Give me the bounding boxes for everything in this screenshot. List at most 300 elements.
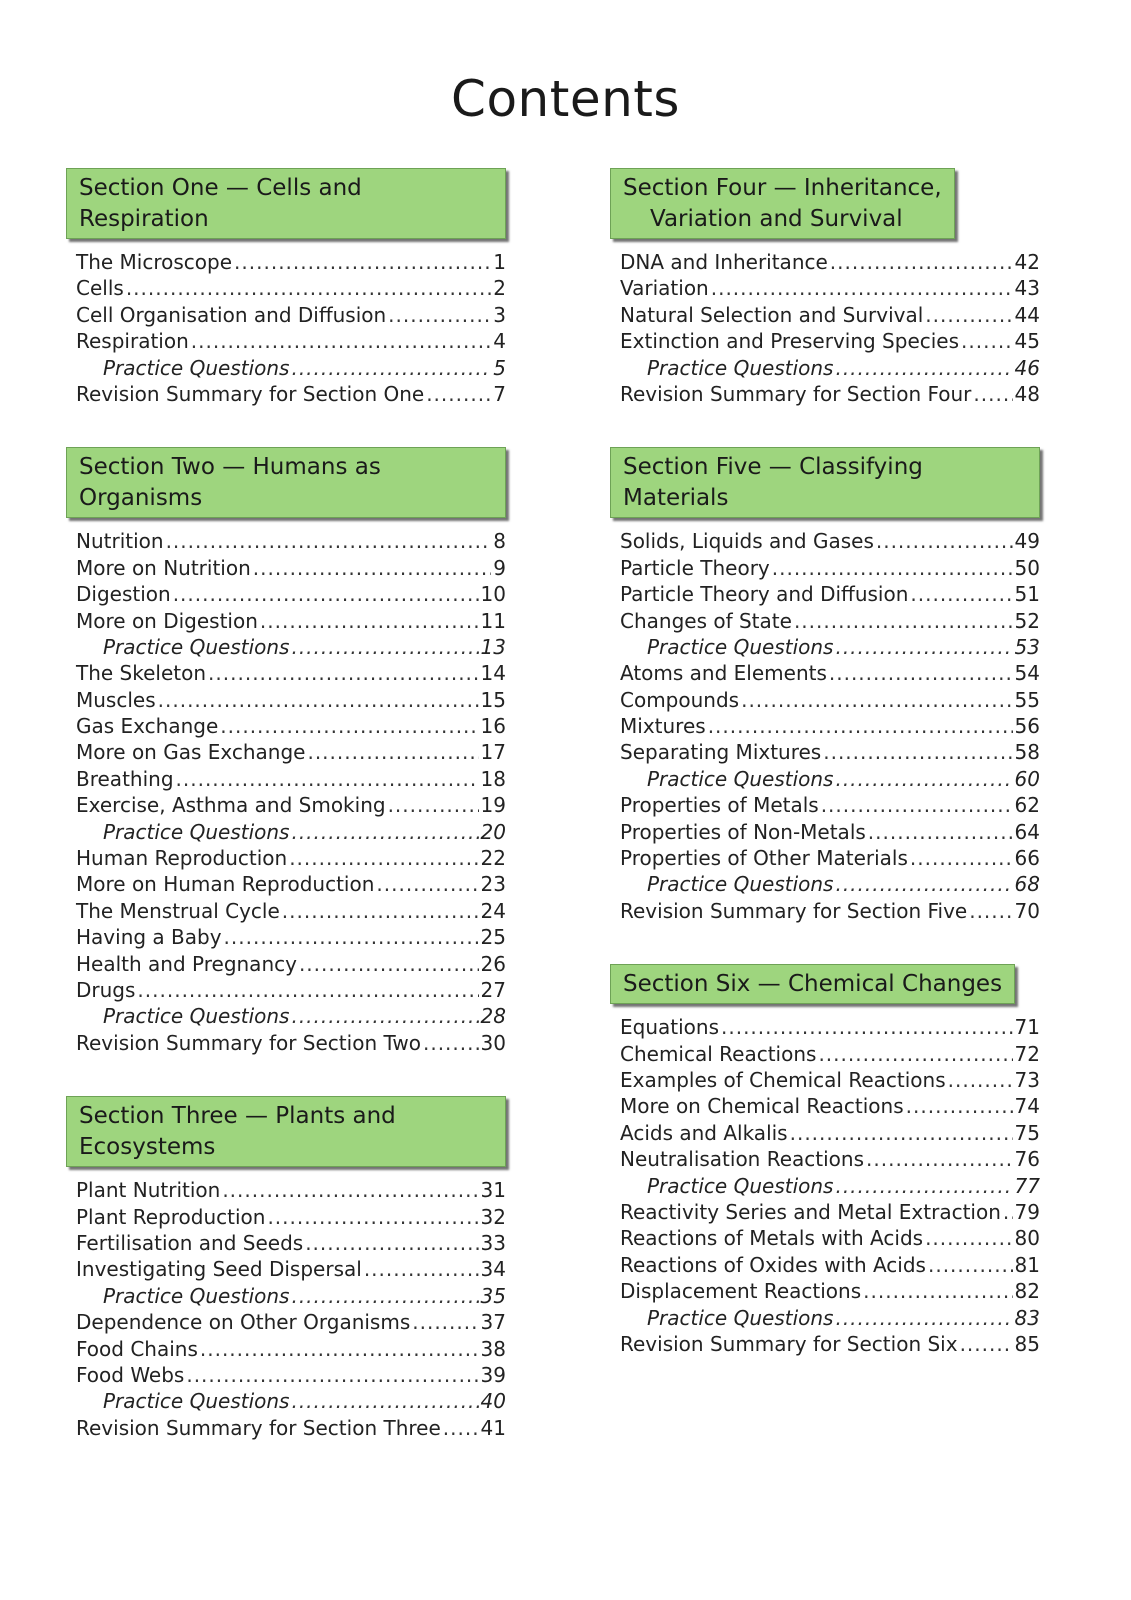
dot-leader xyxy=(305,1230,478,1256)
dot-leader xyxy=(863,1278,1012,1304)
toc-entry-page-number: 58 xyxy=(1014,740,1040,765)
toc-entry-page-number: 48 xyxy=(1014,381,1040,406)
toc-entry-page-number: 9 xyxy=(493,555,506,580)
toc-entry-label: Fertilisation and Seeds xyxy=(76,1230,304,1255)
dot-leader xyxy=(200,1336,479,1362)
toc-entry-page-number: 73 xyxy=(1014,1067,1040,1092)
toc-entry xyxy=(620,792,1040,818)
section-header xyxy=(66,1096,506,1167)
toc-entry-label: Practice Questions xyxy=(647,634,834,659)
toc-entry xyxy=(76,608,506,634)
toc-entry-label: Acids and Alkalis xyxy=(620,1120,788,1145)
dot-leader xyxy=(830,249,1013,275)
section-header xyxy=(610,447,1040,518)
toc-entry xyxy=(620,1014,1040,1040)
dot-leader xyxy=(969,898,1012,924)
toc-entry-practice xyxy=(76,819,506,845)
toc-entry-page-number: 16 xyxy=(480,714,506,739)
toc-entry xyxy=(620,1120,1040,1146)
dot-leader xyxy=(388,792,479,818)
toc-entry-page-number: 52 xyxy=(1014,608,1040,633)
toc-entry-page-number: 70 xyxy=(1014,898,1040,923)
section-header-line: Section One — Cells and Respiration xyxy=(79,175,362,232)
toc-entry xyxy=(620,581,1040,607)
toc-entry-page-number: 25 xyxy=(480,925,506,950)
toc-entry-label: Plant Reproduction xyxy=(76,1204,266,1229)
toc-entry-page-number: 51 xyxy=(1014,582,1040,607)
section-header-line: Section Two — Humans as Organisms xyxy=(79,454,381,512)
toc-entry xyxy=(620,1278,1040,1304)
toc-entry-page-number: 62 xyxy=(1014,793,1040,818)
toc-entry xyxy=(76,302,506,328)
toc-entry-page-number: 43 xyxy=(1014,276,1040,301)
toc-entry-page-number: 17 xyxy=(480,740,506,765)
dot-leader xyxy=(388,302,491,328)
dot-leader xyxy=(191,328,492,354)
toc-entry-page-number: 18 xyxy=(480,766,506,791)
dot-leader xyxy=(973,381,1012,407)
toc-entry-page-number: 11 xyxy=(480,608,506,633)
toc-entry-label: Practice Questions xyxy=(103,1389,290,1414)
toc-entry xyxy=(76,328,506,354)
toc-entry-page-number: 56 xyxy=(1014,714,1040,739)
toc-entry xyxy=(620,302,1040,328)
dot-leader xyxy=(364,1256,479,1282)
toc-entry-page-number: 8 xyxy=(493,529,506,554)
dot-leader xyxy=(158,687,479,713)
toc-entry xyxy=(76,687,506,713)
toc-entry-label: The Skeleton xyxy=(76,661,207,686)
toc-entry-practice xyxy=(620,1305,1040,1331)
dot-leader xyxy=(307,739,478,765)
section-header xyxy=(610,168,955,239)
toc-entry-label: Revision Summary for Section Six xyxy=(620,1331,958,1356)
toc-entry-label: Particle Theory xyxy=(620,555,770,580)
toc-entry-label: Practice Questions xyxy=(647,1173,834,1198)
dot-leader xyxy=(866,1146,1013,1172)
toc-entry-page-number: 2 xyxy=(493,276,506,301)
section-two xyxy=(66,447,506,1056)
dot-leader xyxy=(291,634,478,660)
toc-entry-label: Cell Organisation and Diffusion xyxy=(76,302,387,327)
toc-entry xyxy=(76,845,506,871)
dot-leader xyxy=(291,819,478,845)
toc-entry-label: Chemical Reactions xyxy=(620,1041,817,1066)
toc-entry xyxy=(620,1146,1040,1172)
dot-leader xyxy=(821,792,1013,818)
dot-leader xyxy=(291,1283,478,1309)
toc-entry-label: Revision Summary for Section Five xyxy=(620,898,968,923)
toc-entry-label: Displacement Reactions xyxy=(620,1279,862,1304)
toc-entry-label: Neutralisation Reactions xyxy=(620,1147,865,1172)
toc-entry-page-number: 64 xyxy=(1014,819,1040,844)
dot-leader xyxy=(925,302,1012,328)
dot-leader xyxy=(708,713,1013,739)
toc-entry-page-number: 10 xyxy=(480,582,506,607)
toc-entry-label: Practice Questions xyxy=(103,1283,290,1308)
left-column xyxy=(66,168,506,1441)
toc-entry xyxy=(76,766,506,792)
dot-leader xyxy=(790,1120,1013,1146)
toc-entry xyxy=(76,977,506,1003)
toc-entry-practice xyxy=(620,634,1040,660)
toc-entry-page-number: 32 xyxy=(480,1204,506,1229)
toc-entry-label: Practice Questions xyxy=(647,766,834,791)
dot-leader xyxy=(173,581,479,607)
toc-entry-page-number: 38 xyxy=(480,1336,506,1361)
dot-leader xyxy=(291,355,491,381)
toc-entry-page-number: 81 xyxy=(1014,1252,1040,1277)
toc-entry-page-number: 77 xyxy=(1014,1173,1040,1198)
toc-entry-label: Food Chains xyxy=(76,1336,198,1361)
toc-entry-practice xyxy=(76,634,506,660)
dot-leader xyxy=(835,634,1012,660)
toc-entry-page-number: 60 xyxy=(1014,766,1040,791)
toc-entry-page-number: 14 xyxy=(480,661,506,686)
toc-entry-label: Food Webs xyxy=(76,1362,185,1387)
dot-leader xyxy=(925,1225,1012,1251)
dot-leader xyxy=(166,528,492,554)
toc-entry xyxy=(76,713,506,739)
toc-entry-page-number: 66 xyxy=(1014,846,1040,871)
toc-entry xyxy=(620,739,1040,765)
toc-entry-page-number: 46 xyxy=(1014,355,1040,380)
toc-entry xyxy=(620,555,1040,581)
dot-leader xyxy=(224,924,479,950)
dot-leader xyxy=(910,581,1012,607)
section-header xyxy=(66,168,506,239)
toc-entry-page-number: 34 xyxy=(480,1257,506,1282)
dot-leader xyxy=(423,1030,479,1056)
section-six xyxy=(610,964,1040,1357)
toc-entry-page-number: 19 xyxy=(480,793,506,818)
toc-entry xyxy=(620,381,1040,407)
toc-entry-label: Changes of State xyxy=(620,608,792,633)
toc-entry xyxy=(76,739,506,765)
dot-leader xyxy=(1003,1199,1013,1225)
toc-entry-label: Revision Summary for Section Four xyxy=(620,381,972,406)
toc-entry-page-number: 49 xyxy=(1014,529,1040,554)
toc-entry-label: Mixtures xyxy=(620,714,706,739)
dot-leader xyxy=(208,660,479,686)
toc-entry xyxy=(76,1204,506,1230)
dot-leader xyxy=(253,555,491,581)
dot-leader xyxy=(835,355,1012,381)
toc-entry-label: Variation xyxy=(620,276,709,301)
dot-leader xyxy=(412,1309,478,1335)
toc-entry xyxy=(76,275,506,301)
toc-entry xyxy=(620,1067,1040,1093)
dot-leader xyxy=(291,1388,478,1414)
toc-entry-practice xyxy=(620,766,1040,792)
toc-entry-label: More on Gas Exchange xyxy=(76,740,306,765)
toc-entry-list xyxy=(610,528,1040,924)
dot-leader xyxy=(928,1252,1013,1278)
dot-leader xyxy=(835,1305,1012,1331)
toc-entry-page-number: 5 xyxy=(493,355,506,380)
toc-entry-page-number: 41 xyxy=(480,1415,506,1440)
dot-leader xyxy=(823,739,1012,765)
toc-entry xyxy=(620,528,1040,554)
dot-leader xyxy=(291,1003,478,1029)
dot-leader xyxy=(267,1204,478,1230)
toc-entry-label: Exercise, Asthma and Smoking xyxy=(76,793,386,818)
section-header-line: Section Four — Inheritance, xyxy=(623,175,942,201)
dot-leader xyxy=(876,528,1013,554)
dot-leader xyxy=(868,819,1013,845)
toc-entry xyxy=(620,1331,1040,1357)
toc-entry-page-number: 45 xyxy=(1014,329,1040,354)
toc-entry-practice xyxy=(76,1283,506,1309)
dot-leader xyxy=(961,328,1013,354)
section-one xyxy=(66,168,506,407)
section-header xyxy=(66,447,506,518)
toc-entry-page-number: 79 xyxy=(1014,1199,1040,1224)
toc-entry-label: Reactions of Oxides with Acids xyxy=(620,1252,926,1277)
dot-leader xyxy=(220,713,478,739)
toc-entry-label: Practice Questions xyxy=(103,1004,290,1029)
toc-entry-label: Properties of Non-Metals xyxy=(620,819,866,844)
dot-leader xyxy=(906,1093,1013,1119)
toc-entry xyxy=(620,687,1040,713)
dot-leader xyxy=(829,660,1013,686)
toc-entry-page-number: 26 xyxy=(480,951,506,976)
toc-entry-label: Practice Questions xyxy=(647,355,834,380)
toc-entry xyxy=(76,381,506,407)
section-header-line: Section Five — Classifying Materials xyxy=(623,454,923,512)
toc-entry xyxy=(620,1252,1040,1278)
toc-entry-practice xyxy=(620,1173,1040,1199)
toc-entry-page-number: 44 xyxy=(1014,302,1040,327)
toc-entry-page-number: 75 xyxy=(1014,1120,1040,1145)
toc-entry-page-number: 71 xyxy=(1014,1015,1040,1040)
toc-entry xyxy=(76,898,506,924)
toc-entry-label: Drugs xyxy=(76,977,136,1002)
dot-leader xyxy=(289,845,478,871)
toc-entry-label: Practice Questions xyxy=(103,819,290,844)
toc-entry-label: Having a Baby xyxy=(76,925,222,950)
toc-entry-label: More on Chemical Reactions xyxy=(620,1094,904,1119)
toc-entry-label: Respiration xyxy=(76,329,189,354)
toc-entry-label: Breathing xyxy=(76,766,174,791)
toc-entry-label: Digestion xyxy=(76,582,171,607)
toc-entry-label: More on Digestion xyxy=(76,608,258,633)
toc-entry-page-number: 22 xyxy=(480,846,506,871)
toc-entry-label: DNA and Inheritance xyxy=(620,250,828,274)
toc-entry xyxy=(76,1309,506,1335)
toc-entry-label: More on Human Reproduction xyxy=(76,872,375,897)
toc-entry-list xyxy=(66,1177,506,1441)
dot-leader xyxy=(299,951,479,977)
toc-entry-page-number: 42 xyxy=(1014,250,1040,274)
dot-leader xyxy=(960,1331,1013,1357)
toc-entry xyxy=(620,1041,1040,1067)
dot-leader xyxy=(426,381,491,407)
toc-entry xyxy=(76,792,506,818)
toc-entry-page-number: 76 xyxy=(1014,1147,1040,1172)
toc-entry-list xyxy=(66,528,506,1056)
toc-entry xyxy=(76,1256,506,1282)
dot-leader xyxy=(794,608,1013,634)
dot-leader xyxy=(741,687,1012,713)
section-header-line: Section Six — Chemical Changes xyxy=(623,971,1003,998)
toc-entry-label: Particle Theory and Diffusion xyxy=(620,582,909,607)
toc-entry-practice xyxy=(76,1388,506,1414)
toc-entry-page-number: 27 xyxy=(480,977,506,1002)
section-five xyxy=(610,447,1040,924)
toc-entry-label: Reactivity Series and Metal Extraction xyxy=(620,1199,1001,1224)
toc-entry xyxy=(76,555,506,581)
dot-leader xyxy=(137,977,478,1003)
toc-entry xyxy=(620,713,1040,739)
toc-entry-page-number: 30 xyxy=(480,1030,506,1055)
toc-entry-label: Revision Summary for Section Two xyxy=(76,1030,421,1055)
dot-leader xyxy=(948,1067,1013,1093)
toc-entry-label: Atoms and Elements xyxy=(620,661,827,686)
toc-entry-label: Cells xyxy=(76,276,124,301)
toc-entry-label: Human Reproduction xyxy=(76,846,288,871)
toc-entry-page-number: 35 xyxy=(480,1283,506,1308)
toc-entry-label: Plant Nutrition xyxy=(76,1178,221,1203)
toc-entry-page-number: 39 xyxy=(480,1362,506,1387)
toc-entry xyxy=(76,1177,506,1203)
toc-entry-practice xyxy=(620,355,1040,381)
toc-entry-label: Practice Questions xyxy=(647,1305,834,1330)
right-column xyxy=(610,168,1040,1357)
toc-entry-label: Practice Questions xyxy=(103,634,290,659)
dot-leader xyxy=(443,1415,479,1441)
toc-entry xyxy=(76,871,506,897)
dot-leader xyxy=(234,249,491,275)
toc-entry-page-number: 83 xyxy=(1014,1305,1040,1330)
toc-entry-page-number: 1 xyxy=(493,250,506,274)
section-three xyxy=(66,1096,506,1441)
toc-entry-page-number: 74 xyxy=(1014,1094,1040,1119)
dot-leader xyxy=(835,871,1012,897)
dot-leader xyxy=(126,275,491,301)
toc-entry-label: Muscles xyxy=(76,687,156,712)
toc-entry-label: The Microscope xyxy=(76,250,233,274)
toc-entry-label: Separating Mixtures xyxy=(620,740,822,765)
toc-entry-page-number: 28 xyxy=(480,1004,506,1029)
toc-entry-list xyxy=(66,249,506,407)
toc-entry-label: Natural Selection and Survival xyxy=(620,302,924,327)
toc-entry xyxy=(76,249,506,275)
dot-leader xyxy=(260,608,479,634)
toc-entry-label: Properties of Metals xyxy=(620,793,819,818)
toc-entry-page-number: 15 xyxy=(480,687,506,712)
toc-entry xyxy=(76,951,506,977)
toc-entry-page-number: 31 xyxy=(480,1178,506,1203)
toc-entry-label: Gas Exchange xyxy=(76,714,219,739)
toc-entry xyxy=(620,249,1040,275)
dot-leader xyxy=(222,1177,478,1203)
toc-entry-page-number: 23 xyxy=(480,872,506,897)
dot-leader xyxy=(818,1041,1012,1067)
page-title: Contents xyxy=(451,70,680,128)
dot-leader xyxy=(772,555,1013,581)
toc-entry xyxy=(620,660,1040,686)
toc-entry xyxy=(76,1362,506,1388)
toc-entry-page-number: 54 xyxy=(1014,661,1040,686)
dot-leader xyxy=(376,871,478,897)
toc-entry-label: Revision Summary for Section One xyxy=(76,381,425,406)
section-four xyxy=(610,168,1040,407)
toc-entry xyxy=(620,328,1040,354)
dot-leader xyxy=(186,1362,478,1388)
dot-leader xyxy=(282,898,479,924)
toc-entry-label: Dependence on Other Organisms xyxy=(76,1310,411,1335)
toc-entry-page-number: 40 xyxy=(480,1389,506,1414)
section-header-line: Section Three — Plants and Ecosystems xyxy=(79,1103,396,1161)
toc-entry xyxy=(620,1225,1040,1251)
toc-entry-label: More on Nutrition xyxy=(76,555,251,580)
toc-entry xyxy=(620,1199,1040,1225)
toc-entry-label: Investigating Seed Dispersal xyxy=(76,1257,362,1282)
toc-entry-practice xyxy=(76,355,506,381)
toc-entry xyxy=(76,1415,506,1441)
toc-entry-label: Reactions of Metals with Acids xyxy=(620,1226,924,1251)
toc-entry-page-number: 85 xyxy=(1014,1331,1040,1356)
toc-entry-label: The Menstrual Cycle xyxy=(76,898,280,923)
toc-entry-practice xyxy=(76,1003,506,1029)
toc-entry-page-number: 24 xyxy=(480,898,506,923)
toc-entry-page-number: 53 xyxy=(1014,634,1040,659)
toc-entry xyxy=(620,845,1040,871)
toc-entry xyxy=(76,528,506,554)
toc-entry xyxy=(620,608,1040,634)
section-header-line: Variation and Survival xyxy=(650,206,903,232)
toc-entry xyxy=(76,1230,506,1256)
toc-entry-page-number: 13 xyxy=(480,634,506,659)
toc-entry-page-number: 37 xyxy=(480,1310,506,1335)
dot-leader xyxy=(711,275,1013,301)
toc-entry xyxy=(620,898,1040,924)
dot-leader xyxy=(721,1014,1013,1040)
toc-entry xyxy=(620,819,1040,845)
toc-entry xyxy=(76,924,506,950)
toc-entry xyxy=(76,1030,506,1056)
toc-entry-label: Equations xyxy=(620,1015,719,1040)
toc-entry-page-number: 72 xyxy=(1014,1041,1040,1066)
toc-entry-label: Nutrition xyxy=(76,529,164,554)
toc-entry xyxy=(76,581,506,607)
dot-leader xyxy=(910,845,1013,871)
toc-entry-label: Solids, Liquids and Gases xyxy=(620,529,874,554)
dot-leader xyxy=(176,766,479,792)
dot-leader xyxy=(835,1173,1012,1199)
toc-entry-label: Compounds xyxy=(620,687,740,712)
dot-leader xyxy=(835,766,1012,792)
toc-entry-label: Practice Questions xyxy=(103,355,290,380)
toc-entry-page-number: 80 xyxy=(1014,1226,1040,1251)
toc-entry-label: Practice Questions xyxy=(647,872,834,897)
toc-entry-page-number: 3 xyxy=(493,302,506,327)
toc-entry-page-number: 68 xyxy=(1014,872,1040,897)
toc-entry xyxy=(620,1093,1040,1119)
toc-entry-page-number: 33 xyxy=(480,1230,506,1255)
toc-entry-page-number: 7 xyxy=(493,381,506,406)
toc-entry-label: Revision Summary for Section Three xyxy=(76,1415,441,1440)
toc-entry-list xyxy=(610,249,1040,407)
toc-entry xyxy=(76,1336,506,1362)
toc-entry-practice xyxy=(620,871,1040,897)
toc-entry-label: Examples of Chemical Reactions xyxy=(620,1067,946,1092)
section-header xyxy=(610,964,1015,1004)
toc-entry-page-number: 82 xyxy=(1014,1279,1040,1304)
toc-entry-label: Health and Pregnancy xyxy=(76,951,297,976)
toc-entry-label: Extinction and Preserving Species xyxy=(620,329,960,354)
